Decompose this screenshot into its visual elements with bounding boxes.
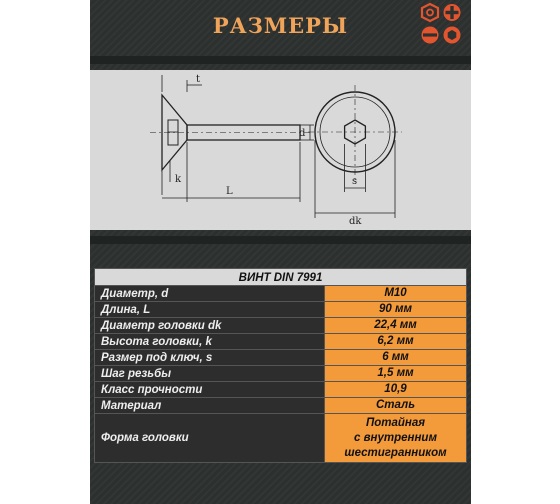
row-label: Форма головки [95, 414, 325, 462]
row-value: 22,4 мм [325, 318, 466, 333]
table-row [94, 302, 467, 318]
row-label: Размер под ключ, s [95, 350, 325, 365]
row-label: Материал [95, 398, 325, 413]
table-row [94, 414, 467, 463]
screw-drive-icons [419, 2, 463, 46]
table-row [94, 334, 467, 350]
technical-drawing [90, 70, 471, 230]
page-title: РАЗМЕРЫ [212, 13, 349, 38]
row-value: M10 [325, 286, 466, 301]
label-t: t [196, 74, 201, 85]
row-value-line: Потайная [365, 416, 426, 429]
hex-nut-icon [422, 4, 438, 21]
row-value: 6,2 мм [325, 334, 466, 349]
hex-socket-icon [444, 27, 461, 44]
row-value: 10,9 [325, 382, 466, 397]
table-row [94, 350, 467, 366]
row-value: 1,5 мм [325, 366, 466, 381]
row-label: Высота головки, k [95, 334, 325, 349]
table-row [94, 286, 467, 302]
divider-band [90, 56, 471, 64]
row-label: Шаг резьбы [95, 366, 325, 381]
divider-band [90, 236, 471, 244]
row-label: Длина, L [95, 302, 325, 317]
spec-table [94, 268, 467, 463]
row-value [325, 414, 466, 462]
slot-screw-icon [422, 27, 439, 44]
row-value: 6 мм [325, 350, 466, 365]
label-dk: dk [349, 216, 362, 227]
table-row [94, 398, 467, 414]
screw-drawing-svg [90, 70, 471, 230]
table-row [94, 366, 467, 382]
label-s: s [352, 176, 358, 187]
cross-screw-icon [444, 4, 461, 21]
row-value-line: с внутренним [354, 431, 437, 444]
row-label: Диаметр, d [95, 286, 325, 301]
label-L: L [226, 186, 233, 197]
table-title: ВИНТ DIN 7991 [94, 268, 467, 286]
row-label: Класс прочности [95, 382, 325, 397]
row-value: Сталь [325, 398, 466, 413]
row-value: 90 мм [325, 302, 466, 317]
table-row [94, 318, 467, 334]
label-d: d [299, 128, 306, 139]
row-value-line: шестигранником [344, 446, 447, 459]
label-k: k [175, 174, 182, 185]
product-card [90, 0, 471, 504]
row-label: Диаметр головки dk [95, 318, 325, 333]
table-row [94, 382, 467, 398]
